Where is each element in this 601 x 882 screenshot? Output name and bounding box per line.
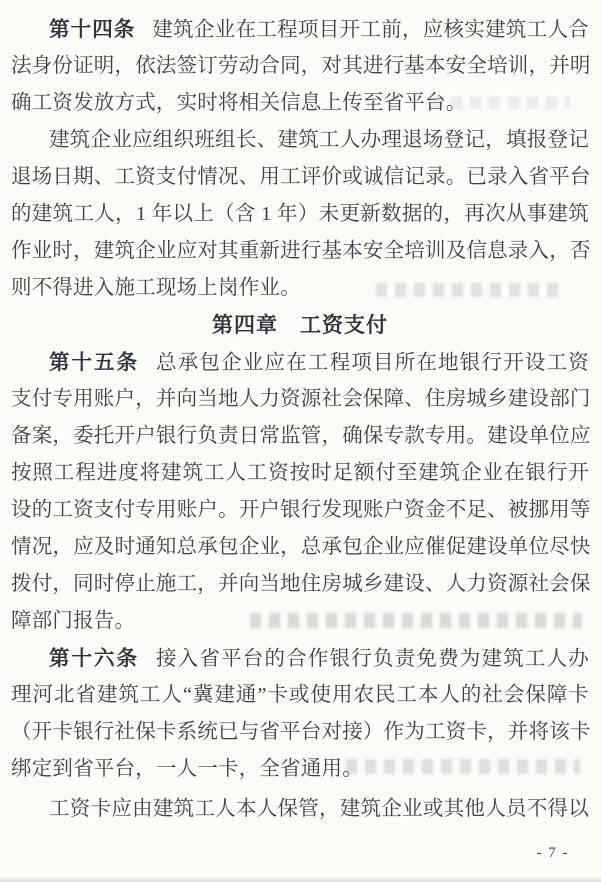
article-15-text: 总承包企业应在工程项目所在地银行开设工资 [156,352,589,374]
article-16-text: 接入省平台的合作银行负责免费为建筑工人办 [156,648,589,670]
article-14-term: 第十四条 [49,18,136,41]
text-line: 建筑企业应组织班组长、建筑工人办理退场登记，填报登记 [49,129,589,151]
article-15-term: 第十五条 [49,351,139,374]
text-line: 拨付，同时停止施工，并向当地住房城乡建设、人力资源社会保 [11,573,591,595]
text-line [11,11,589,48]
article-16-term: 第十六条 [49,647,139,670]
article-14-paragraph-2 [11,122,589,307]
text-line: 的建筑工人，1 年以上（含 1 年）未更新数据的，再次从事建筑 [11,203,589,225]
text-line: 法身份证明，依法签订劳动合同，对其进行基本安全培训，并明 [11,55,591,77]
text-line: （开卡银行社保卡系统已与省平台对接）作为工资卡，并将该卡 [11,721,591,743]
page-number: - 7 - [536,845,569,861]
text-line [11,640,589,677]
article-15-paragraph [11,344,589,640]
text-line: 情况，应及时通知总承包企业，总承包企业应催促建设单位尽快 [11,536,591,558]
text-line: 设的工资支付专用账户。开户银行发现账户资金不足、被挪用等 [11,499,591,521]
text-line [11,344,589,381]
text-line: 工资卡应由建筑工人本人保管，建筑企业或其他人员不得以 [49,798,589,820]
text-line: 确工资发放方式，实时将相关信息上传至省平台。 [11,92,467,114]
text-line: 则不得进入施工现场上岗作业。 [11,277,301,299]
text-line: 障部门报告。 [11,610,136,632]
article-14-paragraph [11,11,589,122]
text-line: 按照工程进度将建筑工人工资按时足额付至建筑企业在银行开 [11,462,589,484]
document-content [11,11,589,828]
article-14-text: 建筑企业在工程项目开工前，应核实建筑工人合 [152,19,590,41]
text-line: 绑定到省平台，一人一卡，全省通用。 [11,758,363,780]
text-line: 退场日期、工资支付情况、用工评价或诚信记录。已录入省平台 [11,166,591,188]
chapter-heading: 第四章 工资支付 [212,314,388,337]
text-line: 理河北省建筑工人“冀建通”卡或使用农民工本人的社会保障卡 [11,684,589,706]
article-16-paragraph [11,640,589,788]
text-line: 作业时，建筑企业应对其重新进行基本安全培训及信息录入，否 [11,240,591,262]
text-line: 支付专用账户，并向当地人力资源社会保障、住房城乡建设部门 [11,388,591,410]
article-16-paragraph-2 [11,791,589,828]
text-line: 备案，委托开户银行负责日常监管，确保专款专用。建设单位应 [11,425,591,447]
